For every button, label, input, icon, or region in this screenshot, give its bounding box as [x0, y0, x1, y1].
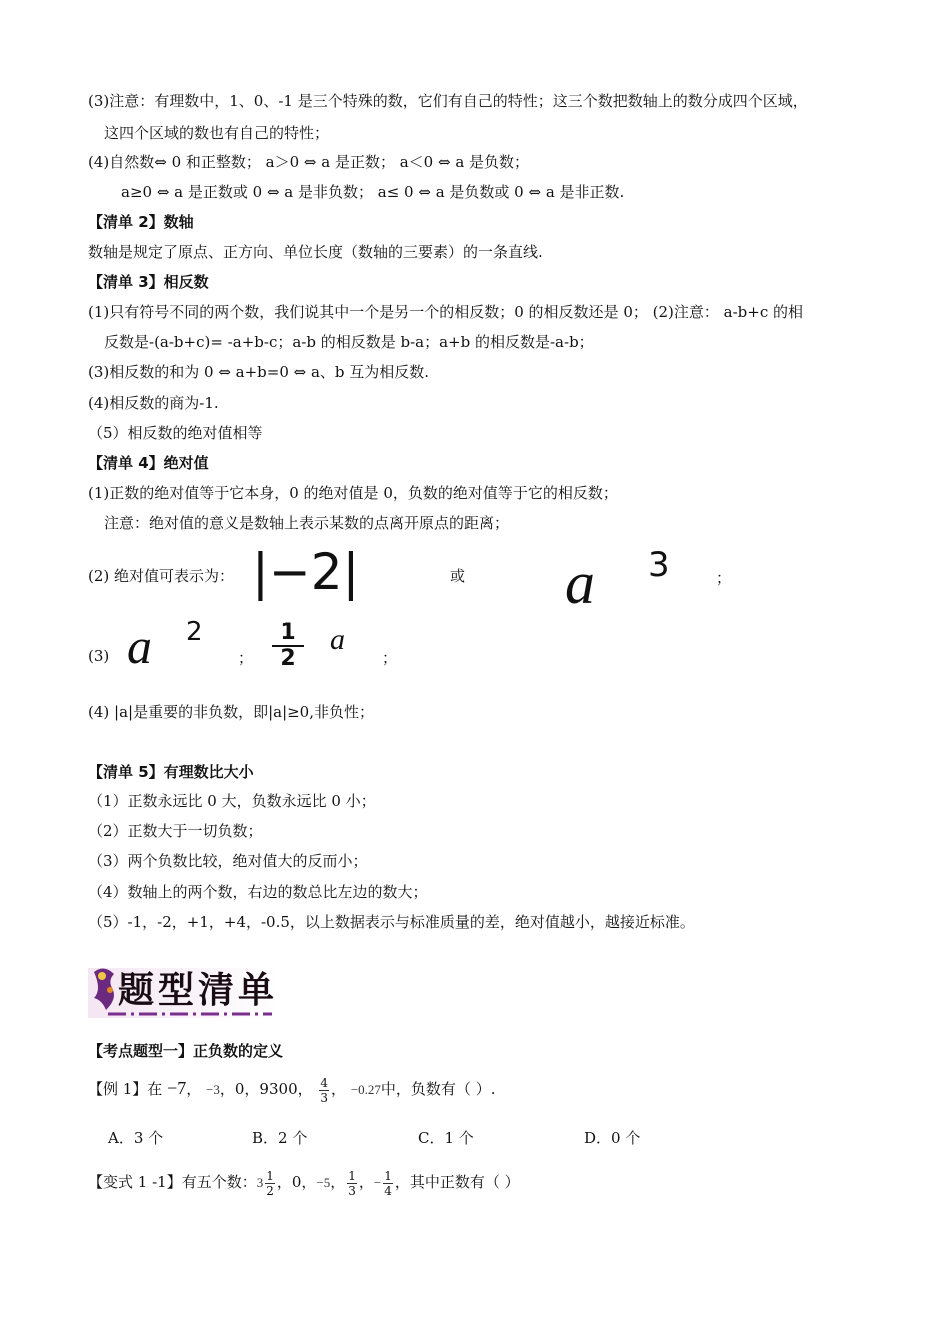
a-squared-exponent: 2: [186, 617, 203, 647]
example-1-fraction-num: 4: [320, 1075, 329, 1090]
a-cubed-exponent: 3: [648, 545, 670, 585]
semicolon-2: ；: [238, 649, 254, 667]
variant-neg-sign: −: [373, 1175, 382, 1190]
s4-note: 注意：绝对值的意义是数轴上表示某数的点离开原点的距离；: [104, 514, 510, 532]
variant-fraction-2-den: 3: [348, 1183, 356, 1198]
variant-label: 【变式 1 -1】有五个数：: [88, 1173, 257, 1191]
variant-fraction-1: [265, 1169, 275, 1198]
variant-tail: ，其中正数有（ ）: [394, 1173, 520, 1191]
option-a: A．3 个: [108, 1129, 164, 1147]
s1-p4-line1: (4)自然数⇔ 0 和正整数； a＞0 ⇔ a 是正数； a＜0 ⇔ a 是负数；: [88, 153, 530, 171]
abs-value-expression: |−2|: [252, 543, 360, 601]
s4-p4: (4) |a|是重要的非负数，即|a|≥0,非负性；: [88, 703, 374, 721]
variant-fraction-1-num: 1: [266, 1168, 274, 1183]
s3-p1-line2: 反数是-(a-b+c)= -a+b-c；a-b 的相反数是 b-a；a+b 的相反数是-a-b；: [104, 333, 594, 351]
s2-p1: 数轴是规定了原点、正方向、单位长度（数轴的三要素）的一条直线.: [88, 243, 543, 261]
variant-fraction-3: [383, 1169, 393, 1198]
example-1-tail: 中，负数有（ ）.: [380, 1080, 496, 1098]
s5-item-5: （5）-1，-2，+1，+4，-0.5，以上数据表示与标准质量的差，绝对值越小，越接近标准。: [88, 913, 695, 931]
section-heading-5: 【清单 5】有理数比大小: [88, 763, 254, 781]
question-types-banner: [88, 962, 278, 1026]
semicolon-1: ；: [716, 569, 732, 587]
variant-fraction-3-den: 4: [384, 1183, 392, 1198]
s5-item-1: （1）正数永远比 0 大，负数永远比 0 小；: [88, 792, 376, 810]
s3-p4: (4)相反数的商为-1.: [88, 394, 219, 412]
s3-p3: (3)相反数的和为 0 ⇔ a+b=0 ⇔ a、b 互为相反数.: [88, 363, 430, 381]
variant-whole: 3: [256, 1175, 264, 1190]
s3-p1-line1: (1)只有符号不同的两个数，我们说其中一个是另一个的相反数；0 的相反数还是 0； (2)注意： a-b+c 的相: [88, 303, 804, 321]
s4-p2-label: (2) 绝对值可表示为：: [88, 567, 235, 585]
semicolon-3: ；: [382, 649, 398, 667]
a-cubed-base: a: [565, 550, 595, 616]
example-1-fraction: [319, 1076, 329, 1105]
variant-fraction-1-den: 2: [266, 1183, 274, 1198]
or-word: 或: [450, 567, 466, 585]
variant-middle: ，0，: [276, 1173, 317, 1191]
example-1-middle: ，0，9300，: [219, 1080, 313, 1098]
variant-fraction-2-num: 1: [348, 1168, 356, 1183]
half-fraction: [270, 622, 306, 670]
s1-p3-line2: 这四个区域的数也有自己的特性；: [104, 124, 330, 142]
section-heading-4: 【清单 4】绝对值: [88, 454, 209, 472]
example-1-num-2: −3: [206, 1082, 220, 1097]
s5-item-2: （2）正数大于一切负数；: [88, 822, 263, 840]
s1-p4-line2: a≥0 ⇔ a 是正数或 0 ⇔ a 是非负数； a≤ 0 ⇔ a 是负数或 0 ⇔ a 是非正数.: [121, 183, 625, 201]
variant-fraction-3-num: 1: [384, 1168, 392, 1183]
s3-p5: （5）相反数的绝对值相等: [88, 424, 263, 442]
a-squared-base: a: [127, 618, 152, 674]
section-heading-2: 【清单 2】数轴: [88, 213, 194, 231]
variant-num: −5: [316, 1175, 331, 1190]
s4-p1: (1)正数的绝对值等于它本身，0 的绝对值是 0，负数的绝对值等于它的相反数；: [88, 484, 618, 502]
s4-p3-label: (3): [88, 647, 110, 665]
section-heading-3: 【清单 3】相反数: [88, 273, 209, 291]
option-d: D．0 个: [584, 1129, 641, 1147]
variant-fraction-2: [347, 1169, 357, 1198]
example-1-fraction-den: 3: [320, 1090, 329, 1105]
option-c: C．1 个: [418, 1129, 474, 1147]
half-denominator: 2: [280, 646, 296, 671]
s5-item-3: （3）两个负数比较，绝对值大的反而小；: [88, 852, 368, 870]
example-1: 【例 1】在 −7， −3，0，9300， $\frac{4}{3}$ ， −0.27中，负数有（ ）.: [88, 1075, 496, 1105]
example-1-num-3: −0.27: [350, 1082, 381, 1097]
banner-title: 题型清单: [118, 969, 279, 1011]
half-numerator: 1: [280, 620, 296, 645]
half-variable: a: [330, 623, 345, 656]
s5-item-4: （4）数轴上的两个数，右边的数总比左边的数大；: [88, 883, 428, 901]
example-1-label: 【例 1】在: [88, 1080, 163, 1098]
topic-heading-1: 【考点题型一】正负数的定义: [88, 1042, 284, 1060]
option-b: B．2 个: [252, 1129, 308, 1147]
variant-1-1: 【变式 1 -1】有五个数：3 $\frac{1}{2}$ ，0，−5， $\frac{1}{3}$ ，− $\frac{1}{4}$ ，其中正数有（ ）: [88, 1168, 520, 1198]
example-1-num-1: −7: [167, 1078, 187, 1098]
s1-p3-line1: (3)注意：有理数中，1、0、-1 是三个特殊的数，它们有自己的特性；这三个数把数轴上的数分成四个区域，: [88, 92, 808, 110]
